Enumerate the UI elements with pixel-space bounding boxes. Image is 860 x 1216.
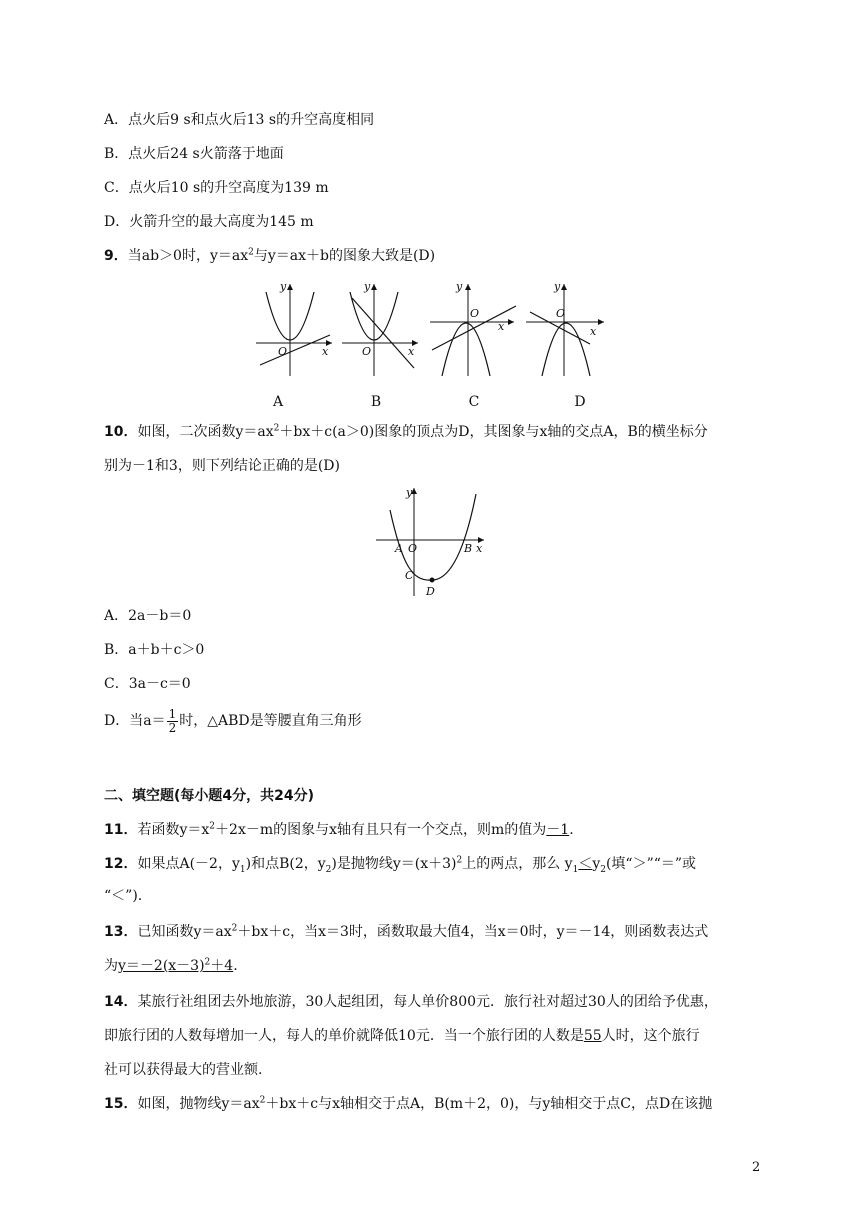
x-axis-arrow <box>508 319 514 325</box>
question-text: . <box>569 822 574 838</box>
question-text: ＋2x－m的图象与x轴有且只有一个交点，则m的值为 <box>215 822 547 838</box>
question-text: 如果点A(－2，y <box>137 856 240 872</box>
x-label: x <box>476 542 483 555</box>
question-12-line-1 <box>104 854 696 874</box>
question-text: ＋bx＋c(a＞0)图象的顶点为D，其图象与x轴的交点A，B的横坐标分 <box>279 424 708 440</box>
point-c-label: C <box>405 569 414 582</box>
numerator: 1 <box>168 706 177 721</box>
question-text: 即旅行团的人数每增加一人，每人的单价就降低10元．当一个旅行团的人数是 <box>104 1028 584 1044</box>
answer: 55 <box>583 1028 602 1044</box>
graph-a <box>254 280 334 380</box>
question-14-line-3: 社可以获得最大的营业额. <box>104 1062 263 1078</box>
answer <box>118 958 233 974</box>
question-text: 某旅行社组团去外地旅游，30人起组团，每人单价800元．旅行社对超过30人的团给予优惠， <box>137 994 718 1010</box>
question-text: 已知函数y＝ax <box>137 924 232 940</box>
question-number: 13． <box>104 924 138 940</box>
question-text: )和点B(2，y <box>245 856 326 872</box>
q10-option-a: A．2a－b＝0 <box>104 608 192 624</box>
answer-part: ＋4 <box>210 958 234 974</box>
graph-b <box>340 280 420 380</box>
origin-label: O <box>556 307 566 320</box>
line-graph <box>260 335 330 365</box>
superscript: 2 <box>259 1095 266 1106</box>
answer: ＜ <box>578 856 593 872</box>
point-a-label: A <box>395 542 403 555</box>
question-text: 为 <box>104 958 118 974</box>
question-text: ＋bx＋c，当x＝3时，函数取最大值4，当x＝0时，y＝－14，则函数表达式 <box>237 924 709 940</box>
x-axis-arrow <box>598 319 604 325</box>
y-axis-arrow <box>287 284 293 290</box>
x-label: x <box>408 345 415 358</box>
question-text: 当ab＞0时，y＝ax <box>127 248 249 264</box>
answer: －1 <box>546 822 570 838</box>
graph-c <box>428 280 518 380</box>
graph-caption-d: D <box>574 394 586 410</box>
option-text: 时，△ABD是等腰直角三角形 <box>179 713 362 729</box>
question-13-line-2 <box>104 956 238 976</box>
y-axis-arrow <box>561 284 567 290</box>
question-text: )是抛物线y＝(x＋3) <box>331 856 457 872</box>
page-number: 2 <box>752 1160 761 1175</box>
denominator: 2 <box>168 720 177 735</box>
point-b-label: B <box>464 542 473 555</box>
x-label: x <box>590 325 597 338</box>
question-14-line-1 <box>104 992 718 1012</box>
q10-option-b: B．a＋b＋c＞0 <box>104 642 205 658</box>
y-label: y <box>456 280 463 293</box>
subscript: 2 <box>600 864 606 875</box>
vertex-point <box>430 578 435 583</box>
parabola <box>442 323 490 376</box>
question-number: 9． <box>104 248 128 264</box>
origin-label: O <box>408 542 418 555</box>
y-axis-arrow <box>465 284 471 290</box>
question-text: y <box>592 856 601 872</box>
q8-option-b: B．点火后24 s火箭落于地面 <box>104 146 284 162</box>
question-number: 14． <box>104 994 138 1010</box>
superscript: 2 <box>248 247 254 258</box>
question-13-line-1 <box>104 922 708 942</box>
question-text: 人时，这个旅行 <box>601 1028 700 1044</box>
superscript: 2 <box>273 423 280 434</box>
x-label: x <box>498 320 505 333</box>
superscript: 2 <box>231 923 238 934</box>
graph-caption-b: B <box>370 394 382 410</box>
question-number: 10． <box>104 424 138 440</box>
section-title: 二、填空题(每小题4分，共24分) <box>104 788 315 804</box>
superscript: 2 <box>204 957 211 968</box>
fraction-one-half <box>167 708 179 735</box>
parabola <box>390 494 476 580</box>
question-number: 15． <box>104 1096 138 1112</box>
question-text: (填“＞”“＝”或 <box>605 856 697 872</box>
origin-label: O <box>362 345 372 358</box>
origin-label: O <box>470 307 480 320</box>
question-14-line-2 <box>104 1026 700 1046</box>
graph-caption-a: A <box>272 394 284 410</box>
option-text: D．当a＝ <box>104 713 166 729</box>
graph-caption-c: C <box>468 394 480 410</box>
y-axis-arrow <box>371 284 377 290</box>
question-12-line-2: “＜”). <box>104 888 143 904</box>
question-text: ＋bx＋c与x轴相交于点A，B(m＋2，0)，与y轴相交于点C，点D在该抛 <box>265 1096 713 1112</box>
superscript: 2 <box>209 821 216 832</box>
q10-option-c: C．3a－c＝0 <box>104 676 191 692</box>
question-10-line-1 <box>104 422 708 442</box>
question-10-line-2: 别为－1和3，则下列结论正确的是(D) <box>104 458 340 474</box>
subscript: 2 <box>325 864 332 875</box>
question-number: 11． <box>104 822 138 838</box>
question-9 <box>104 246 435 266</box>
question-text: 上的两点，那么 y <box>462 856 573 872</box>
superscript: 2 <box>456 855 463 866</box>
point-d-label: D <box>426 585 435 598</box>
question-11 <box>104 820 574 840</box>
q8-option-d: D．火箭升空的最大高度为145 m <box>104 214 314 230</box>
question-15-line-1 <box>104 1094 712 1114</box>
y-label: y <box>280 280 287 293</box>
q10-option-d <box>104 706 362 736</box>
question-text: 如图，二次函数y＝ax <box>137 424 274 440</box>
subscript: 1 <box>239 864 246 875</box>
origin-label: O <box>278 345 288 358</box>
graph-d <box>524 280 608 380</box>
y-label: y <box>406 486 413 499</box>
q8-option-a: A．点火后9 s和点火后13 s的升空高度相同 <box>104 112 375 128</box>
question-text: 如图，抛物线y＝ax <box>137 1096 260 1112</box>
answer-part: y＝－2(x－3) <box>118 958 205 974</box>
q8-option-c: C．点火后10 s的升空高度为139 m <box>104 180 329 196</box>
q10-figure <box>372 484 492 600</box>
question-text: 与y＝ax＋b的图象大致是(D) <box>253 248 436 264</box>
y-label: y <box>364 280 371 293</box>
question-text: 若函数y＝x <box>137 822 210 838</box>
subscript: 1 <box>572 864 579 875</box>
question-number: 12． <box>104 856 138 872</box>
y-label: y <box>554 280 561 293</box>
x-label: x <box>322 345 329 358</box>
question-text: . <box>233 958 238 974</box>
